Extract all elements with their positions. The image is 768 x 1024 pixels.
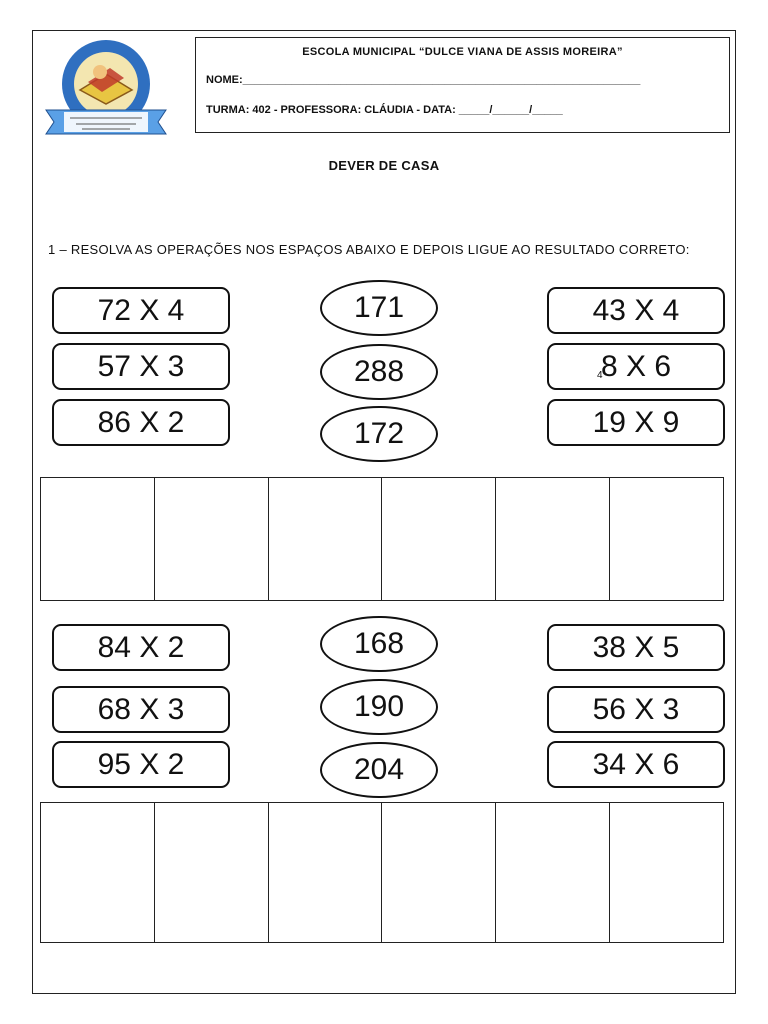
class-teacher-date-line: TURMA: 402 - PROFESSORA: CLÁUDIA - DATA: _____/______/_____ <box>206 104 563 116</box>
answer-cell <box>269 803 383 942</box>
operation-box: 38 X 5 <box>547 624 725 671</box>
answer-cell <box>269 478 383 600</box>
answer-cell <box>496 803 610 942</box>
answer-cell <box>41 478 155 600</box>
school-name: ESCOLA MUNICIPAL “DULCE VIANA DE ASSIS MOREIRA” <box>302 46 623 58</box>
operation-box: 8 X 6 <box>547 343 725 390</box>
result-ellipse: 172 <box>320 406 438 462</box>
result-ellipse: 168 <box>320 616 438 672</box>
operation-box: 34 X 6 <box>547 741 725 788</box>
page-title: DEVER DE CASA <box>328 158 440 173</box>
operation-box: 56 X 3 <box>547 686 725 733</box>
small-mark: 4 <box>597 370 603 381</box>
operation-box: 86 X 2 <box>52 399 230 446</box>
operation-box: 19 X 9 <box>547 399 725 446</box>
answer-cell <box>382 478 496 600</box>
operation-box: 72 X 4 <box>52 287 230 334</box>
result-ellipse: 171 <box>320 280 438 336</box>
header-box <box>195 37 730 133</box>
operation-box: 43 X 4 <box>547 287 725 334</box>
answer-grid <box>40 802 724 943</box>
school-logo-icon <box>40 38 172 138</box>
result-ellipse: 288 <box>320 344 438 400</box>
instruction-text: 1 – RESOLVA AS OPERAÇÕES NOS ESPAÇOS ABAIXO E DEPOIS LIGUE AO RESULTADO CORRETO: <box>48 242 690 257</box>
answer-cell <box>610 478 723 600</box>
operation-box: 57 X 3 <box>52 343 230 390</box>
answer-grid <box>40 477 724 601</box>
result-ellipse: 204 <box>320 742 438 798</box>
operation-box: 84 X 2 <box>52 624 230 671</box>
name-field: NOME:_________________________________________________________________ <box>206 74 641 86</box>
operation-box: 95 X 2 <box>52 741 230 788</box>
answer-cell <box>610 803 723 942</box>
answer-cell <box>382 803 496 942</box>
operation-box: 68 X 3 <box>52 686 230 733</box>
answer-cell <box>41 803 155 942</box>
answer-cell <box>496 478 610 600</box>
answer-cell <box>155 478 269 600</box>
answer-cell <box>155 803 269 942</box>
result-ellipse: 190 <box>320 679 438 735</box>
